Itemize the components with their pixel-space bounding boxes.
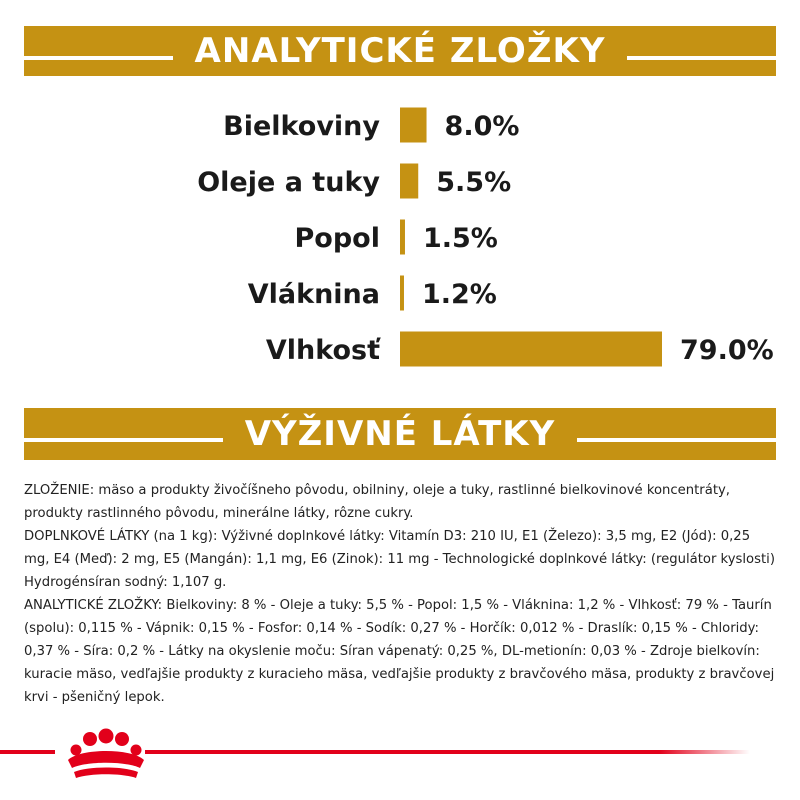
- composition-paragraph: ZLOŽENIE: mäso a produkty živočíšneho pôvodu, obilniny, oleje a tuky, rastlinné bielkovinové koncentráty, produkty rastlinného pôvodu, minerálne látky, rôzne cukry.: [24, 483, 730, 521]
- value-label: 1.2%: [421, 279, 497, 310]
- nutrients-title: VÝŽIVNÉ LÁTKY: [223, 414, 578, 454]
- nutrients-banner: [24, 408, 776, 460]
- category-label: Vlhkosť: [265, 335, 380, 366]
- bar: [400, 332, 662, 367]
- composition-text: [24, 479, 776, 709]
- analytical-components-banner: [24, 26, 776, 76]
- bar: [400, 108, 427, 143]
- bar: [400, 220, 405, 255]
- analytical-components-title: ANALYTICKÉ ZLOŽKY: [173, 31, 628, 71]
- footer-line-right: [145, 750, 750, 754]
- analytical-paragraph: ANALYTICKÉ ZLOŽKY: Bielkoviny: 8 % - Oleje a tuky: 5,5 % - Popol: 1,5 % - Vláknina: 1,2 % - Vlhkosť: 79 % - Taurín (spolu): 0,115 % - Vápnik: 0,15 % - Fosfor: 0,14 % - Sodík: 0,27 % - Horčík: 0,012 % - Draslík: 0,15 % - Chloridy: 0,37 % - Síra: 0,2 % - Látky na okyslenie moču: Síran vápenatý: 0,25 %, DL-metionín: 0,03 % - Zdroje bielkovín: kuracie mäso, vedľajšie produkty z kuracieho mäsa, vedľajšie produkty z bravčového mäsa, produkty z bravčovej krvi - pšeničný lepok.: [24, 598, 775, 705]
- category-label: Vláknina: [247, 279, 380, 310]
- crown-icon: [68, 729, 144, 779]
- footer-line-left: [0, 750, 55, 754]
- category-label: Oleje a tuky: [197, 167, 380, 198]
- additives-paragraph: DOPLNKOVÉ LÁTKY (na 1 kg): Výživné doplnkové látky: Vitamín D3: 210 IU, E1 (Železo): 3,5 mg, E2 (Jód): 0,25 mg, E4 (Meď): 2 mg, E5 (Mangán): 1,1 mg, E6 (Zinok): 11 mg - Technologické doplnkové látky: (regulátor kyslosti) Hydrogénsíran sodný: 1,107 g.: [24, 529, 775, 590]
- value-label: 5.5%: [436, 167, 512, 198]
- bar: [400, 276, 404, 311]
- value-label: 1.5%: [422, 223, 498, 254]
- category-label: Popol: [294, 223, 380, 254]
- value-label: 79.0%: [680, 335, 774, 366]
- bar: [400, 164, 418, 199]
- value-label: 8.0%: [444, 111, 520, 142]
- analytical-components-bar-chart: [0, 90, 800, 380]
- category-label: Bielkoviny: [223, 111, 380, 142]
- footer-band: [0, 728, 800, 788]
